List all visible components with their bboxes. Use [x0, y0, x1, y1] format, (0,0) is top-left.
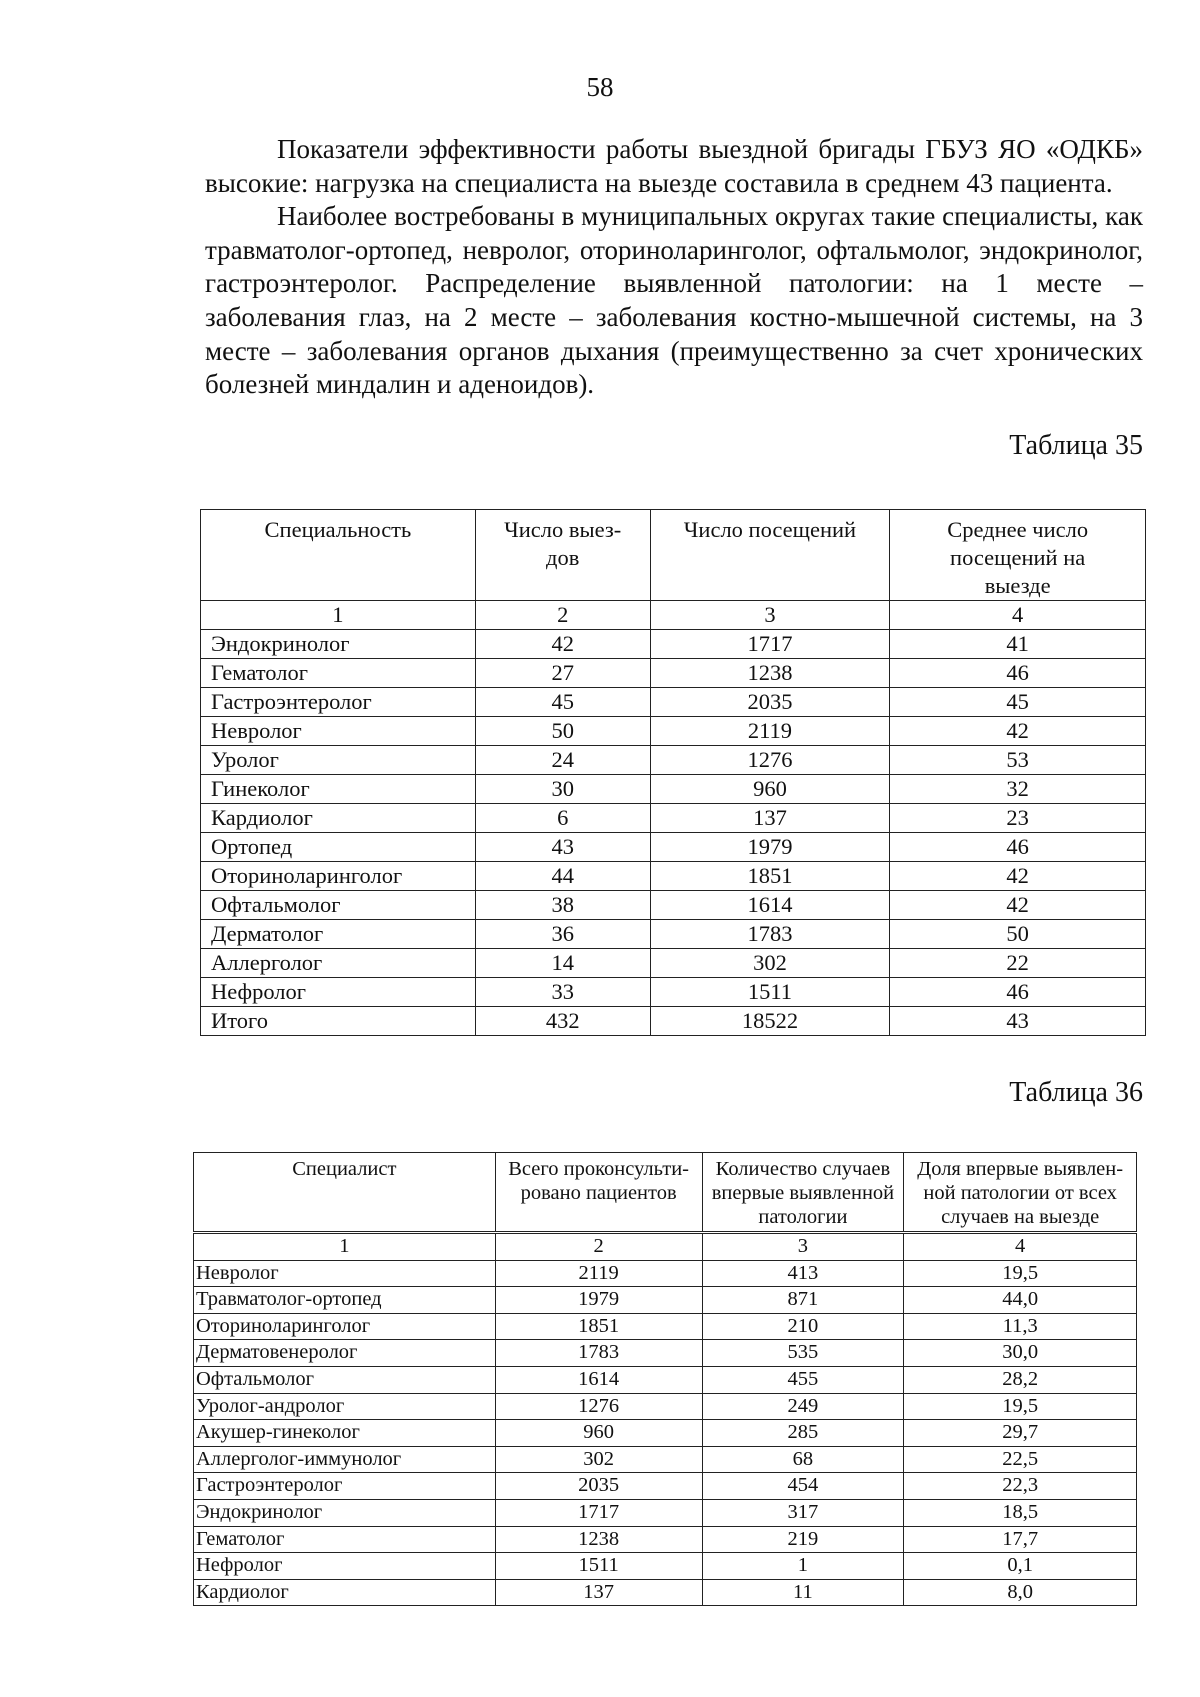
header-cell: Доля впервые выявлен- ной патологии от всех случаев на выезде	[904, 1153, 1137, 1233]
header-cell: Число выез- дов	[475, 510, 650, 601]
table-cell: Акушер-гинеколог	[194, 1420, 496, 1447]
table-row	[194, 1340, 1137, 1367]
table-cell: 1276	[650, 746, 890, 775]
page-number: 58	[586, 72, 614, 102]
table-cell: 68	[702, 1446, 904, 1473]
table-cell: 455	[702, 1366, 904, 1393]
table-row	[194, 1499, 1137, 1526]
table-row	[194, 1313, 1137, 1340]
table-cell: 2119	[495, 1260, 702, 1287]
table-cell: Гематолог	[194, 1526, 496, 1553]
paragraph: Показатели эффективности работы выездной бригады ГБУЗ ЯО «ОДКБ» высокие: нагрузка на специалиста на выезде составила в среднем 43 пациента.	[205, 134, 1143, 198]
column-number-row	[201, 601, 1146, 630]
table-row	[201, 891, 1146, 920]
table-cell: Гастроэнтеролог	[201, 688, 476, 717]
table-cell: Аллерголог-иммунолог	[194, 1446, 496, 1473]
body-text	[205, 133, 1143, 402]
table-cell: Оториноларинголог	[194, 1313, 496, 1340]
table-cell: 43	[475, 833, 650, 862]
header-cell: Всего проконсульти- ровано пациентов	[495, 1153, 702, 1233]
table-row	[194, 1579, 1137, 1606]
table-cell: 960	[650, 775, 890, 804]
table-row	[194, 1260, 1137, 1287]
paragraph: Наиболее востребованы в муниципальных округах такие специалисты, как травматолог-ортопед, невролог, оториноларинголог, офтальмолог, эндокринолог, гастроэнтеролог. Распределение выявленной патологии: на 1 месте – заболевания глаз, на 2 месте – заболевания костно-мышечной системы, на 3 месте – заболевания органов дыхания (преимущественно за счет хронических болезней миндалин и аденоидов).	[205, 201, 1143, 400]
table-cell: 42	[890, 891, 1146, 920]
column-number-row	[194, 1233, 1137, 1261]
table-row	[201, 717, 1146, 746]
table-cell: 1238	[495, 1526, 702, 1553]
table-row	[194, 1287, 1137, 1314]
table-row	[194, 1553, 1137, 1580]
table-row	[201, 833, 1146, 862]
table-row	[201, 659, 1146, 688]
table-row	[194, 1393, 1137, 1420]
table-cell: 249	[702, 1393, 904, 1420]
table-36-caption: Таблица 36	[1009, 1077, 1143, 1108]
table-cell: 8,0	[904, 1579, 1137, 1606]
table-cell: 1614	[495, 1366, 702, 1393]
table-cell: 1979	[650, 833, 890, 862]
table-cell: 27	[475, 659, 650, 688]
table-row	[201, 688, 1146, 717]
table-cell: 454	[702, 1473, 904, 1500]
table-cell: 413	[702, 1260, 904, 1287]
table-cell: 44,0	[904, 1287, 1137, 1314]
table-cell: 46	[890, 833, 1146, 862]
table-row	[201, 804, 1146, 833]
table-cell: 0,1	[904, 1553, 1137, 1580]
table-cell: 29,7	[904, 1420, 1137, 1447]
table-cell: 18,5	[904, 1499, 1137, 1526]
column-number: 2	[495, 1233, 702, 1261]
table-cell: 11	[702, 1579, 904, 1606]
table-cell: Кардиолог	[201, 804, 476, 833]
table-row	[201, 920, 1146, 949]
table-cell: 317	[702, 1499, 904, 1526]
table-cell: 302	[650, 949, 890, 978]
table-cell: 1979	[495, 1287, 702, 1314]
table-cell: 45	[475, 688, 650, 717]
table-cell: Офтальмолог	[201, 891, 476, 920]
table-cell: Дерматолог	[201, 920, 476, 949]
header-cell: Число посещений	[650, 510, 890, 601]
table-cell: Гастроэнтеролог	[194, 1473, 496, 1500]
table-cell: 1783	[650, 920, 890, 949]
table-cell: Невролог	[201, 717, 476, 746]
table-cell: 22,3	[904, 1473, 1137, 1500]
table-cell: 19,5	[904, 1393, 1137, 1420]
table-cell: 1783	[495, 1340, 702, 1367]
table-row	[194, 1446, 1137, 1473]
table-cell: 302	[495, 1446, 702, 1473]
table-cell: 42	[475, 630, 650, 659]
table-cell: 210	[702, 1313, 904, 1340]
table-cell: 41	[890, 630, 1146, 659]
table-cell: 22	[890, 949, 1146, 978]
table-35	[200, 509, 1146, 1036]
table-cell: 535	[702, 1340, 904, 1367]
table-cell: 960	[495, 1420, 702, 1447]
table-cell: 46	[890, 659, 1146, 688]
table-cell: Аллерголог	[201, 949, 476, 978]
header-cell: Специалист	[194, 1153, 496, 1233]
table-cell: 33	[475, 978, 650, 1007]
column-number: 1	[194, 1233, 496, 1261]
table-cell: 36	[475, 920, 650, 949]
table-cell: 1511	[650, 978, 890, 1007]
table-cell: Невролог	[194, 1260, 496, 1287]
table-cell: 50	[475, 717, 650, 746]
table-cell: 43	[890, 1007, 1146, 1036]
table-cell: 1717	[495, 1499, 702, 1526]
table-35-caption: Таблица 35	[1009, 430, 1143, 461]
table-cell: 42	[890, 862, 1146, 891]
table-cell: 137	[495, 1579, 702, 1606]
header-cell: Количество случаев впервые выявленной патологии	[702, 1153, 904, 1233]
table-cell: 46	[890, 978, 1146, 1007]
table-cell: Ортопед	[201, 833, 476, 862]
table-cell: Эндокринолог	[194, 1499, 496, 1526]
table-cell: 2119	[650, 717, 890, 746]
column-number: 1	[201, 601, 476, 630]
table-cell: 1851	[495, 1313, 702, 1340]
table-cell: 6	[475, 804, 650, 833]
table-cell: 137	[650, 804, 890, 833]
table-row	[194, 1526, 1137, 1553]
table-row	[201, 775, 1146, 804]
table-cell: 30,0	[904, 1340, 1137, 1367]
table-cell: 432	[475, 1007, 650, 1036]
table-cell: Гинеколог	[201, 775, 476, 804]
column-number: 2	[475, 601, 650, 630]
table-cell: 42	[890, 717, 1146, 746]
table-cell: 871	[702, 1287, 904, 1314]
table-row	[194, 1420, 1137, 1447]
table-cell: 1851	[650, 862, 890, 891]
table-cell: 38	[475, 891, 650, 920]
table-cell: Эндокринолог	[201, 630, 476, 659]
column-number: 4	[890, 601, 1146, 630]
table-row	[194, 1366, 1137, 1393]
table-cell: 1	[702, 1553, 904, 1580]
table-cell: Нефролог	[194, 1553, 496, 1580]
table-cell: Уролог	[201, 746, 476, 775]
table-cell: 30	[475, 775, 650, 804]
table-row	[201, 862, 1146, 891]
table-cell: 2035	[495, 1473, 702, 1500]
table-cell: Уролог-андролог	[194, 1393, 496, 1420]
header-cell: Специальность	[201, 510, 476, 601]
table-row	[201, 746, 1146, 775]
table-cell: Кардиолог	[194, 1579, 496, 1606]
table-row	[201, 630, 1146, 659]
table-cell: 1276	[495, 1393, 702, 1420]
table-36	[193, 1152, 1137, 1606]
table-cell: 50	[890, 920, 1146, 949]
table-cell: 11,3	[904, 1313, 1137, 1340]
table-cell: 22,5	[904, 1446, 1137, 1473]
table-cell: 24	[475, 746, 650, 775]
table-cell: Дерматовенеролог	[194, 1340, 496, 1367]
table-cell: 1614	[650, 891, 890, 920]
column-number: 4	[904, 1233, 1137, 1261]
table-cell: Итого	[201, 1007, 476, 1036]
table-cell: 285	[702, 1420, 904, 1447]
table-cell: Оториноларинголог	[201, 862, 476, 891]
table-cell: 14	[475, 949, 650, 978]
table-cell: 19,5	[904, 1260, 1137, 1287]
table-cell: Гематолог	[201, 659, 476, 688]
column-number: 3	[650, 601, 890, 630]
table-cell: 45	[890, 688, 1146, 717]
header-cell: Среднее число посещений на выезде	[890, 510, 1146, 601]
table-cell: 1238	[650, 659, 890, 688]
table-row	[201, 949, 1146, 978]
table-cell: 219	[702, 1526, 904, 1553]
table-cell: Травматолог-ортопед	[194, 1287, 496, 1314]
column-number: 3	[702, 1233, 904, 1261]
table-cell: 1717	[650, 630, 890, 659]
table-cell: 17,7	[904, 1526, 1137, 1553]
table-cell: 44	[475, 862, 650, 891]
table-cell: 2035	[650, 688, 890, 717]
table-cell: Нефролог	[201, 978, 476, 1007]
table-row	[194, 1473, 1137, 1500]
table-cell: 53	[890, 746, 1146, 775]
table-row	[201, 1007, 1146, 1036]
table-cell: 1511	[495, 1553, 702, 1580]
table-cell: 32	[890, 775, 1146, 804]
table-cell: 28,2	[904, 1366, 1137, 1393]
table-cell: Офтальмолог	[194, 1366, 496, 1393]
table-cell: 18522	[650, 1007, 890, 1036]
table-cell: 23	[890, 804, 1146, 833]
table-row	[201, 978, 1146, 1007]
